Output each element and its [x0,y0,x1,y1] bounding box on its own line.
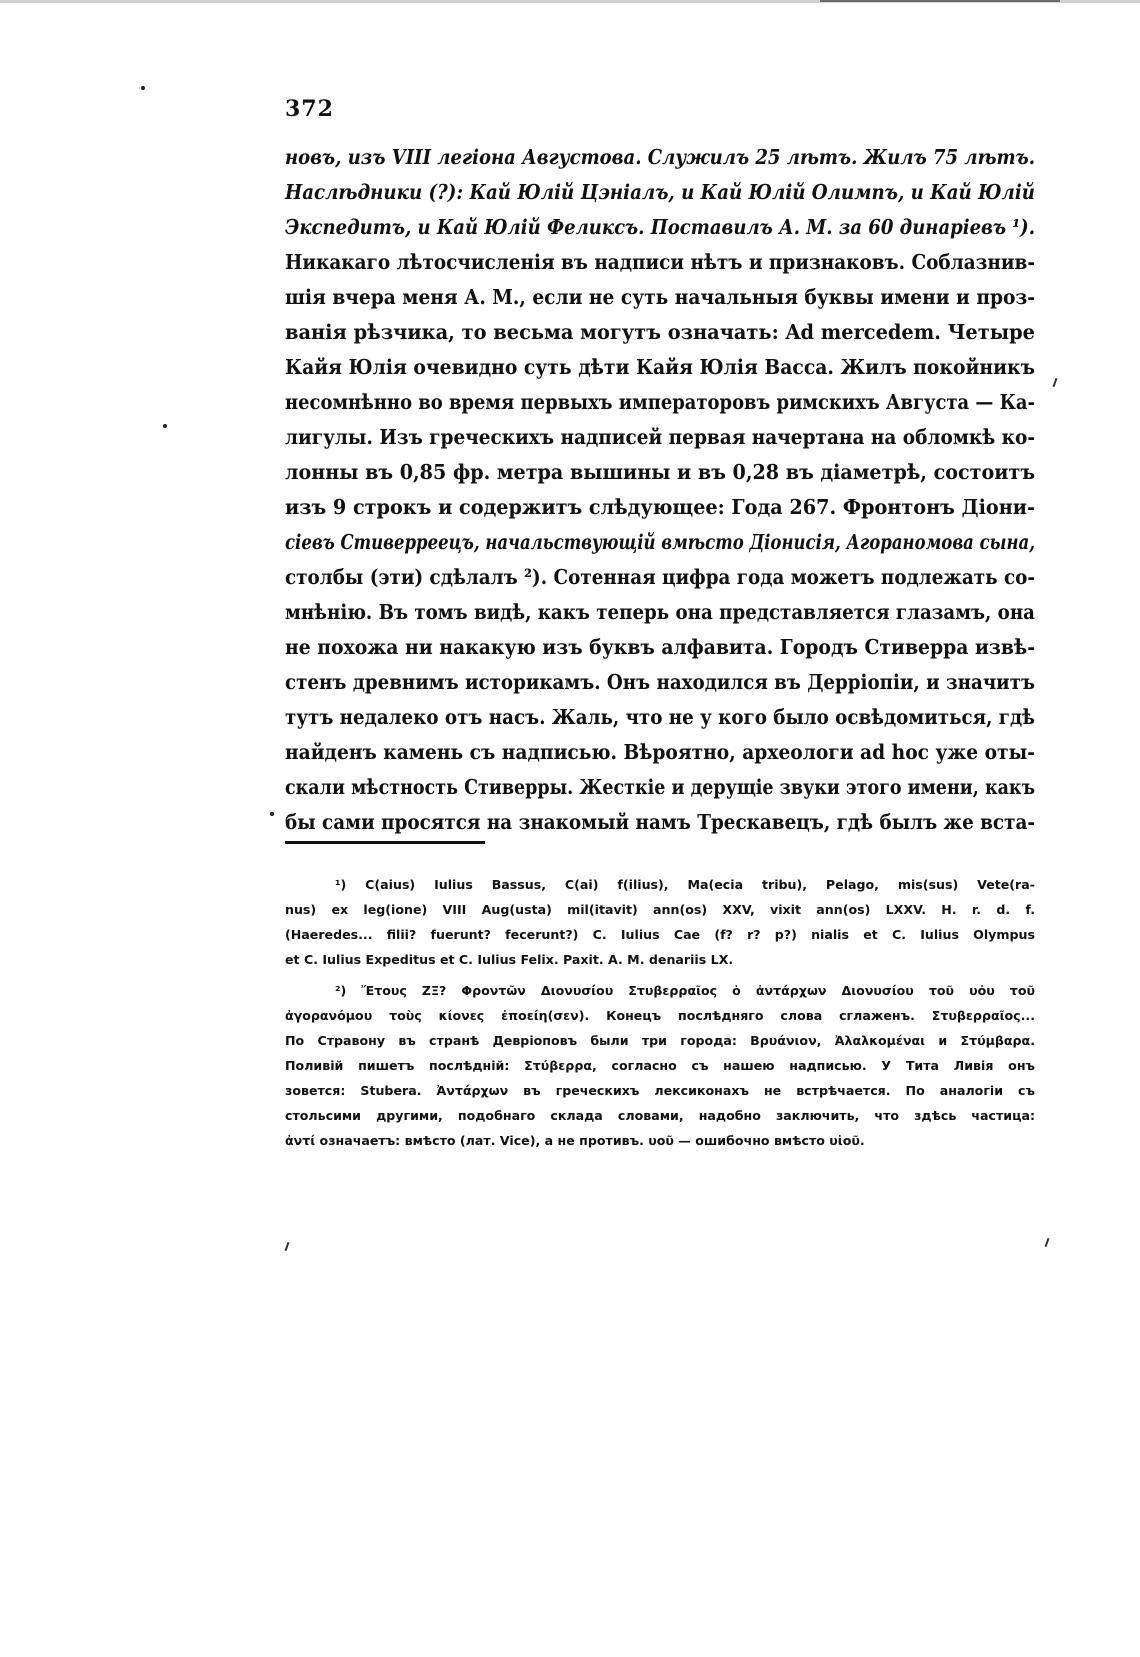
text-line-content: стенъ древнимъ историкамъ. Онъ находился въ Деррiопiи, и значитъ [285,670,1035,694]
text-line-content: Никакаго лѣтосчисленiя въ надписи нѣтъ и признаковъ. Соблазнив- [285,250,1035,274]
text-line [285,420,1035,455]
text-line [285,770,1035,805]
text-line-content: скали мѣстность Стиверры. Жесткiе и дерущiе звуки этого имени, какъ [285,775,1035,799]
text-line-content: ²) Ἔτους ΖΞ? Φροντῶν Διονυσίου Στυβερραῖος ὁ ἀντάρχων Διονυσίου τοῦ υὀυ τοῦ [335,983,1035,998]
text-line [285,630,1035,665]
text-line-content: Поливiй пишетъ послѣднiй: Στύβερρα, согласно съ нашею надписью. У Тита Ливiя онъ [285,1058,1035,1073]
text-line-content: ванiя рѣзчика, то весьма могутъ означать: Ad mercedem. Четыре [285,320,1035,344]
text-line-content: изъ 9 строкъ и содержитъ слѣдующее: Года 267. Фронтонъ Дiони- [285,495,1035,519]
text-line [285,805,1035,840]
text-line-content: найденъ камень съ надписью. Вѣроятно, археологи ad hoc уже оты- [285,740,1035,764]
text-line [285,455,1035,490]
scan-mark [1045,1238,1050,1247]
text-line-content: тутъ недалеко отъ насъ. Жаль, что не у кого было освѣдомиться, гдѣ [285,705,1035,729]
footnote-separator [285,841,485,844]
scan-mark [285,1242,290,1251]
text-line [285,280,1035,315]
text-line-content: мнѣнiю. Въ томъ видѣ, какъ теперь она представляется глазамъ, она [285,600,1035,624]
text-line-content: Кайя Юлiя очевидно суть дѣти Кайя Юлiя Васса. Жилъ покойникъ [285,355,1035,379]
main-text-block [285,140,1035,840]
text-line [285,947,1035,972]
text-line [285,872,1035,897]
footnote-1 [285,872,1035,972]
text-line [285,735,1035,770]
text-line-content: не похожа ни накакую изъ буквъ алфавита. Городъ Стиверра извѣ- [285,635,1035,659]
text-line [285,525,1035,560]
text-line-content: ἀγορανόμου τοὺς κίονες ἐποείη(σεν). Конецъ послѣдняго слова сглаженъ. Στυβερραῖος... [285,1008,1035,1023]
text-line-content: столбы (эти) сдѣлалъ ²). Сотенная цифра года можетъ подлежать со- [285,565,1035,589]
text-line-content: (Haeredes... filii? fuerunt? fecerunt?) C. Iulius Cae (f? r? p?) nialis et C. Iulius Olympus [285,927,1035,942]
scan-speck [141,86,145,90]
text-line-content: сiевъ Стиверреецъ, начальствующiй вмѣсто Дiонисiя, Агораномова сына, [285,530,1035,554]
text-line [285,897,1035,922]
text-line [285,1053,1035,1078]
text-line [285,560,1035,595]
text-line-content: бы сами просятся на знакомый намъ Трескавецъ, гдѣ былъ же вста- [285,810,1035,834]
text-line [285,922,1035,947]
text-line [285,1128,1035,1153]
scan-top-edge-mark [820,0,1060,2]
text-line [285,245,1035,280]
text-line-content: nus) ex leg(ione) VIII Aug(usta) mil(itavit) ann(os) XXV, vixit ann(os) LXXV. H. r. d. f. [285,902,1035,917]
text-line-content: et C. Iulius Expeditus et C. Iulius Felix. Paxit. A. M. denariis LX. [285,952,734,967]
text-line [285,700,1035,735]
text-line-content: зовется: Stubera. Ἀντάρχων въ греческихъ лексиконахъ не встрѣчается. По аналогiи съ [285,1083,1035,1098]
text-line-content: стольсими другими, подобнаго склада словами, надобно заключить, что здѣсь частица: [285,1108,1035,1123]
text-line-content: ¹) C(aius) Iulius Bassus, C(ai) f(ilius), Ma(ecia tribu), Pelago, mis(sus) Vete(ra- [335,877,1035,892]
text-line [285,978,1035,1003]
text-line-content: лонны въ 0,85 фр. метра вышины и въ 0,28 въ дiаметрѣ, состоитъ [285,460,1035,484]
text-line [285,1103,1035,1128]
text-line-content: шiя вчера меня А. М., если не суть начальныя буквы имени и проз- [285,285,1035,309]
footnote-2 [285,978,1035,1153]
text-line [285,385,1035,420]
text-line [285,210,1035,245]
text-line [285,175,1035,210]
text-line-content: Наслѣдники (?): Кай Юлiй Цэнiалъ, и Кай Юлiй Олимпъ, и Кай Юлiй [285,180,1035,204]
text-line [285,1003,1035,1028]
text-line [285,1028,1035,1053]
text-line [285,140,1035,175]
text-line [285,1078,1035,1103]
text-line [285,315,1035,350]
text-line [285,490,1035,525]
text-line-content: ἀντί означаетъ: вмѣсто (лат. Vice), а не противъ. υοῦ — ошибочно вмѣсто υἱοῦ. [285,1133,865,1148]
scan-speck [270,812,274,816]
page-number: 372 [285,96,334,122]
scan-speck [163,424,167,428]
text-line-content: лигулы. Изъ греческихъ надписей первая начертана на обломкѣ ко- [285,425,1035,449]
scan-mark [1053,378,1058,387]
text-line [285,595,1035,630]
footnotes-block [285,872,1035,1153]
text-line-content: По Стравону въ странѣ Деврiоповъ были три города: Βρυάνιον, Ἀλαλκομέναι и Στύμβαρα. [285,1033,1035,1048]
text-line-content: Экспедитъ, и Кай Юлiй Феликсъ. Поставилъ А. М. за 60 динарiевъ ¹). [285,215,1035,239]
text-line [285,350,1035,385]
text-line [285,665,1035,700]
text-line-content: несомнѣнно во время первыхъ императоровъ римскихъ Августа — Ка- [285,390,1035,414]
text-line-content: новъ, изъ VIII легiона Августова. Служилъ 25 лѣтъ. Жилъ 75 лѣтъ. [285,145,1035,169]
